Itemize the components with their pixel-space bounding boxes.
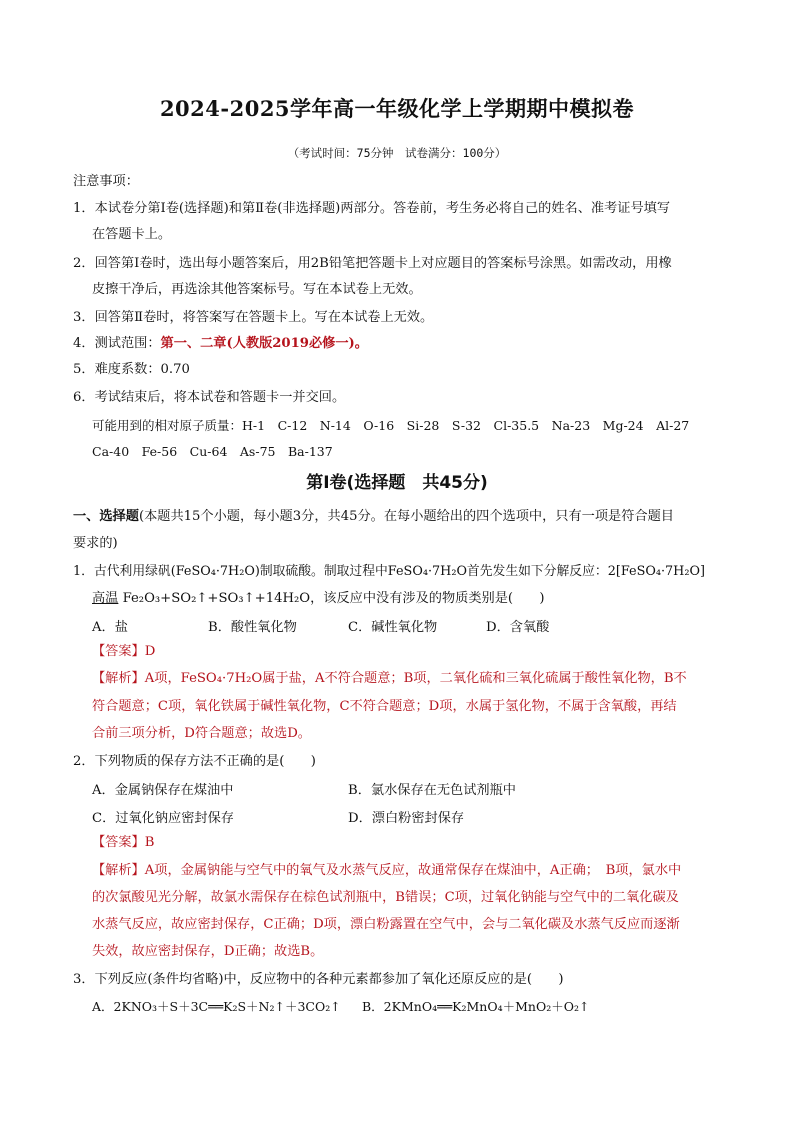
q1-analysis-2: 符合题意；C项，氧化铁属于碱性氧化物，C不符合题意；D项，水属于氢化物，不属于含氧酸，再结	[92, 699, 677, 714]
section-intro-cont: 要求的)	[73, 536, 118, 551]
q1-answer: 【答案】D	[92, 644, 156, 659]
notice-item-2: 2．回答第Ⅰ卷时，选出每小题答案后，用2B铅笔把答题卡上对应题目的答案标号涂黑。如需改动，用橡	[73, 256, 672, 271]
q1-option-b: B．酸性氧化物	[208, 620, 297, 635]
q2-analysis-4: 失效，故应密封保存，D正确；故选B。	[92, 944, 324, 959]
q1-analysis-3: 合前三项分析，D符合题意；故选D。	[92, 726, 311, 741]
q1-stem-rest: Fe₂O₃+SO₂↑+SO₃↑+14H₂O，该反应中没有涉及的物质类别是( )	[118, 591, 545, 606]
notice-item-4	[73, 334, 724, 354]
atomic-masses-line-2: Ca-40 Fe-56 Cu-64 As-75 Ba-137	[92, 444, 333, 459]
q2-answer: 【答案】B	[92, 835, 155, 850]
section-intro	[73, 507, 724, 527]
q2-option-c: C．过氧化钠应密封保存	[92, 811, 234, 826]
notice-item-1-cont: 在答题卡上。	[92, 227, 172, 242]
q3-stem: 3．下列反应(条件均省略)中，反应物中的各种元素都参加了氧化还原反应的是( )	[73, 972, 564, 987]
atomic-masses-line-1: 可能用到的相对原子质量：H-1 C-12 N-14 O-16 Si-28 S-32 Cl-35.5 Na-23 Mg-24 Al-27	[92, 418, 690, 433]
notice-item-1: 1．本试卷分第Ⅰ卷(选择题)和第Ⅱ卷(非选择题)两部分。答卷前，考生务必将自己的姓名、准考证号填写	[73, 201, 671, 216]
q3-option-b: B．2KMnO₄══K₂MnO₄＋MnO₂＋O₂↑	[362, 999, 590, 1014]
q1-option-d: D．含氧酸	[486, 620, 550, 635]
section-intro-text: (本题共15个小题，每小题3分，共45分。在每小题给出的四个选项中，只有一项是符合题目	[138, 509, 674, 524]
page-title: 2024-2025学年高一年级化学上学期期中模拟卷	[159, 96, 635, 121]
q2-option-b: B．氯水保存在无色试剂瓶中	[348, 783, 516, 798]
notice-item-6: 6．考试结束后，将本试卷和答题卡一并交回。	[73, 390, 346, 405]
q2-stem: 2．下列物质的保存方法不正确的是( )	[73, 754, 316, 769]
notice-item-5: 5．难度系数：0.70	[73, 362, 190, 377]
q3-option-a: A．2KNO₃＋S＋3C══K₂S＋N₂↑＋3CO₂↑	[92, 999, 341, 1014]
section-title: 第Ⅰ卷(选择题 共45分)	[306, 473, 488, 493]
q2-analysis-1: 【解析】A项，金属钠能与空气中的氧气及水蒸气反应，故通常保存在煤油中，A正确； B项，氯水中	[92, 863, 682, 878]
test-scope: 第一、二章(人教版2019必修一)。	[160, 336, 368, 351]
q1-stem: 1．古代利用绿矾(FeSO₄·7H₂O)制取硫酸。制取过程中FeSO₄·7H₂O首先发生如下分解反应：2[FeSO₄·7H₂O]	[73, 564, 705, 579]
q1-option-c: C．碱性氧化物	[348, 620, 438, 635]
q1-option-a: A．盐	[92, 620, 128, 635]
notice-item-2-cont: 皮擦干净后，再选涂其他答案标号。写在本试卷上无效。	[92, 282, 422, 297]
q1-analysis-1: 【解析】A项，FeSO₄·7H₂O属于盐，A不符合题意；B项，二氧化硫和三氧化硫属于酸性氧化物，B不	[92, 671, 687, 686]
q2-analysis-3: 水蒸气反应，故应密封保存，C正确；D项，漂白粉露置在空气中，会与二氧化碳及水蒸气反应而逐渐	[92, 917, 680, 932]
notice-heading: 注意事项：	[73, 174, 139, 189]
notice-item-3: 3．回答第Ⅱ卷时，将答案写在答题卡上。写在本试卷上无效。	[73, 310, 434, 325]
notice-item-4-label: 4．测试范围：	[73, 336, 161, 351]
section-intro-label: 一、选择题	[73, 509, 139, 524]
exam-info: （考试时间：75分钟 试卷满分：100分）	[287, 146, 507, 160]
q2-analysis-2: 的次氯酸见光分解，故氯水需保存在棕色试剂瓶中，B错误；C项，过氧化钠能与空气中的二氧化碳及	[92, 890, 679, 905]
q2-option-a: A．金属钠保存在煤油中	[92, 783, 234, 798]
q1-condition: 高温	[92, 591, 119, 606]
q1-stem-cont	[92, 589, 724, 609]
q2-option-d: D．漂白粉密封保存	[348, 811, 465, 826]
